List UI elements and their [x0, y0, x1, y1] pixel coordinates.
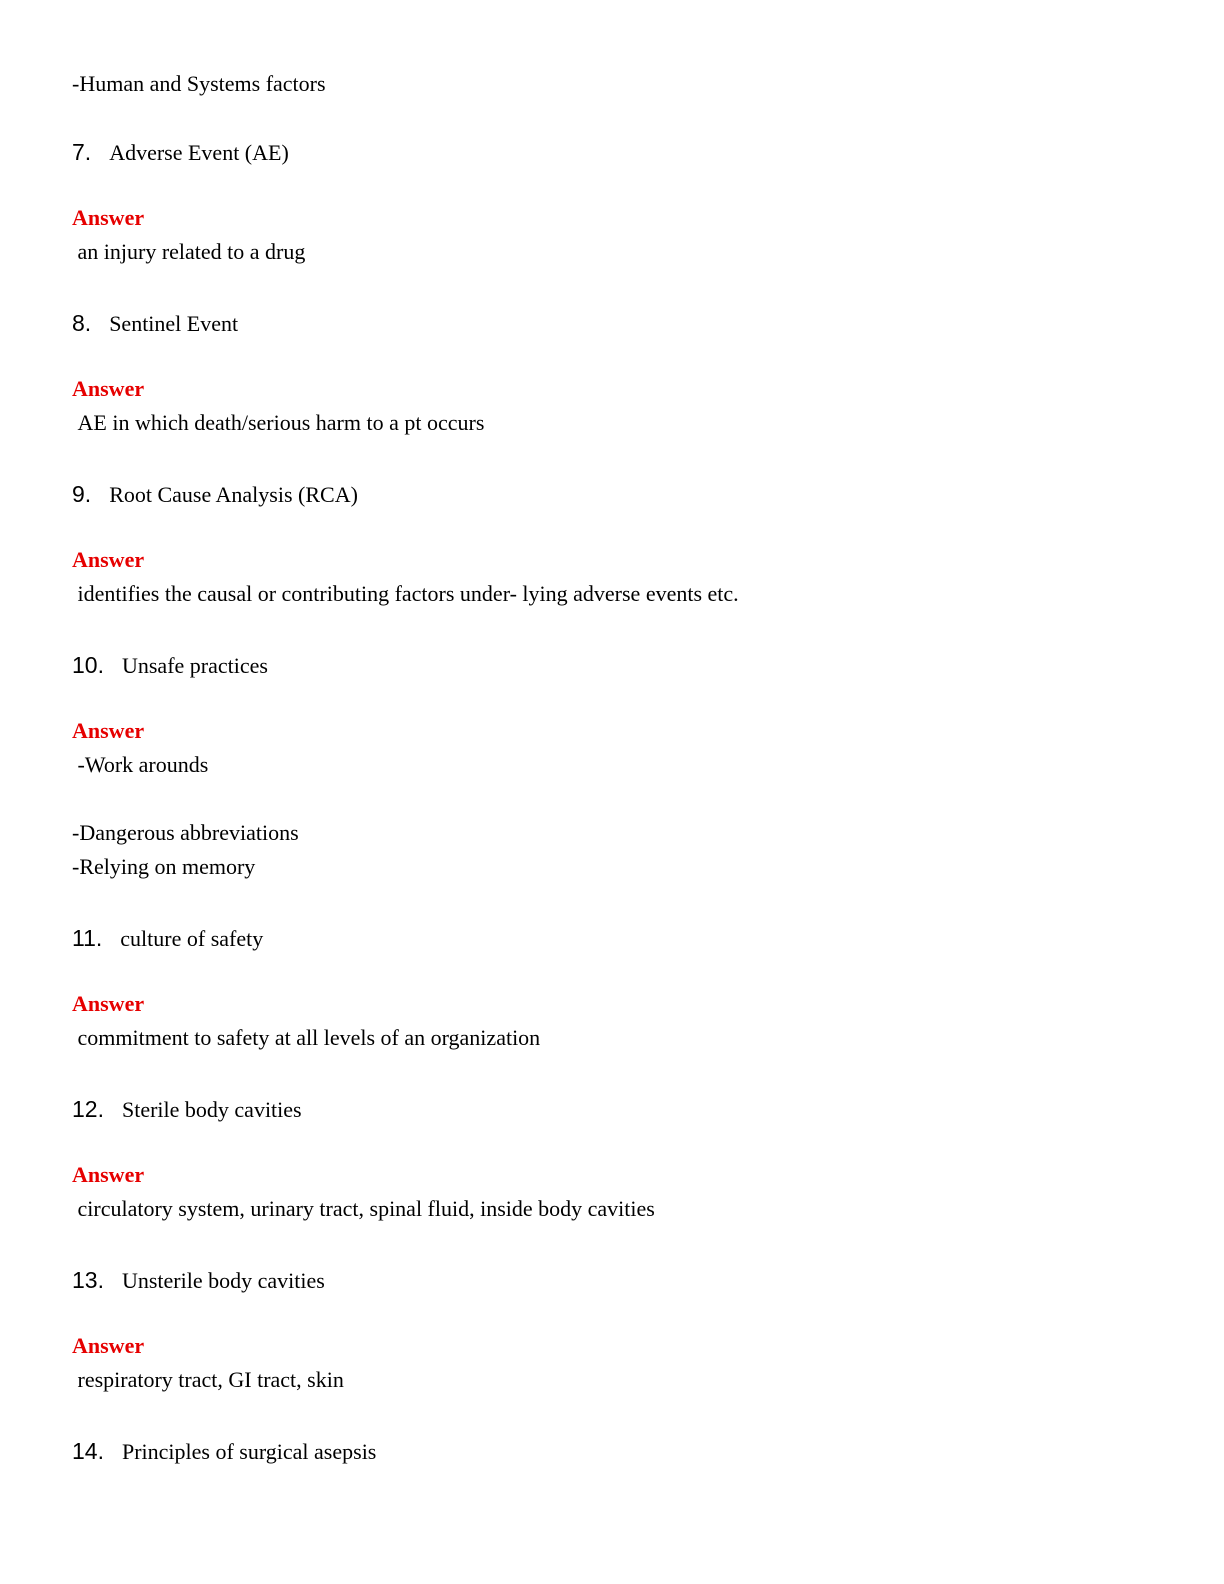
answer-label: Answer — [72, 1333, 145, 1358]
answer-section — [72, 372, 1144, 440]
question-number: 14. — [72, 1438, 104, 1464]
question-text: Unsafe practices — [121, 653, 268, 678]
answer-line: commitment to safety at all levels of an organization — [72, 1025, 541, 1050]
question-text: Root Cause Analysis (RCA) — [109, 482, 358, 507]
question-text: Sentinel Event — [109, 311, 239, 336]
question-number: 12. — [72, 1096, 104, 1122]
answer-label: Answer — [72, 547, 145, 572]
question-text: Sterile body cavities — [121, 1097, 302, 1122]
continuation-line: -Human and Systems factors — [72, 71, 326, 96]
qa-item — [72, 921, 1144, 1055]
question-text: Adverse Event (AE) — [109, 140, 289, 165]
answer-line: identifies the causal or contributing factors under- lying adverse events etc. — [72, 581, 739, 606]
answer-label: Answer — [72, 718, 145, 743]
question-number: 9. — [72, 481, 92, 507]
question-line — [72, 1263, 1144, 1298]
question-text: culture of safety — [120, 926, 264, 951]
question-line — [72, 306, 1144, 341]
answer-line: -Work arounds — [72, 752, 209, 777]
question-line — [72, 921, 1144, 956]
question-number: 11. — [72, 925, 103, 951]
answer-line — [72, 782, 1144, 816]
question-text: Principles of surgical asepsis — [121, 1439, 377, 1464]
answer-section — [72, 987, 1144, 1055]
answer-body — [72, 235, 1144, 269]
answer-label: Answer — [72, 376, 145, 401]
answer-section — [72, 1158, 1144, 1226]
answer-section — [72, 714, 1144, 884]
question-text: Unsterile body cavities — [121, 1268, 325, 1293]
answer-section — [72, 1329, 1144, 1397]
qa-item — [72, 1263, 1144, 1397]
qa-list — [72, 135, 1144, 1469]
answer-body — [72, 748, 1144, 884]
answer-line: -Relying on memory — [72, 854, 256, 879]
question-line — [72, 477, 1144, 512]
answer-body — [72, 1192, 1144, 1226]
answer-section — [72, 201, 1144, 269]
question-number: 8. — [72, 310, 92, 336]
qa-item — [72, 648, 1144, 884]
qa-item — [72, 1092, 1144, 1226]
question-number: 7. — [72, 139, 92, 165]
answer-body — [72, 577, 1144, 611]
qa-item — [72, 135, 1144, 269]
answer-line: an injury related to a drug — [72, 239, 306, 264]
question-line — [72, 135, 1144, 170]
answer-line: -Dangerous abbreviations — [72, 820, 299, 845]
qa-item — [72, 306, 1144, 440]
answer-body — [72, 1363, 1144, 1397]
question-number: 10. — [72, 652, 104, 678]
question-number: 13. — [72, 1267, 104, 1293]
answer-line: AE in which death/serious harm to a pt occurs — [72, 410, 485, 435]
answer-section — [72, 543, 1144, 611]
answer-line: respiratory tract, GI tract, skin — [72, 1367, 344, 1392]
answer-line: circulatory system, urinary tract, spinal fluid, inside body cavities — [72, 1196, 655, 1221]
question-line — [72, 648, 1144, 683]
answer-label: Answer — [72, 991, 145, 1016]
qa-item — [72, 1434, 1144, 1469]
question-line — [72, 1434, 1144, 1469]
answer-label: Answer — [72, 1162, 145, 1187]
qa-item — [72, 477, 1144, 611]
answer-body — [72, 1021, 1144, 1055]
question-line — [72, 1092, 1144, 1127]
answer-label: Answer — [72, 205, 145, 230]
answer-body — [72, 406, 1144, 440]
